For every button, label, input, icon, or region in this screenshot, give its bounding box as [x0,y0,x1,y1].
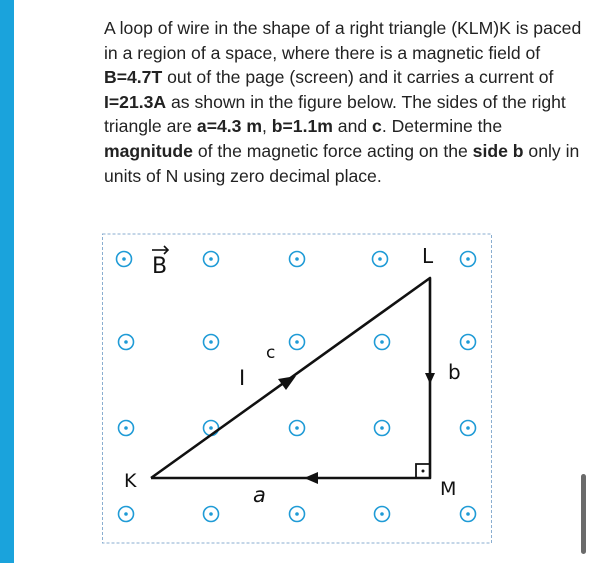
field-dot-center [380,426,384,430]
field-dot-center [209,426,213,430]
side-a-value: a=4.3 m [196,116,262,137]
side-b-emphasis: side b [472,140,524,161]
field-dot-center [380,340,384,344]
field-dot-center [466,426,470,430]
vertex-m-label: M [440,478,457,500]
side-b-value: b=1.1m [271,116,333,137]
side-c-label: c [266,343,276,363]
question-segment: of the magnetic force acting on the [192,140,473,161]
field-dot-center [295,512,299,516]
scrollbar-thumb[interactable] [581,474,586,554]
side-b-label: b [448,360,461,384]
question-segment: as shown in the figure below. The sides of the right triangle are [104,91,566,137]
field-dot-center [124,426,128,430]
field-dot-center [124,512,128,516]
field-dot-center [209,340,213,344]
question-segment: . Determine the [381,116,503,137]
field-dot-center [122,257,126,261]
question-segment: and [332,116,373,137]
question-text [104,16,582,188]
field-dots [117,252,476,522]
field-dot-center [295,426,299,430]
question-segment: out of the page (screen) and it carries a current of [162,67,554,88]
field-dot-center [295,257,299,261]
figure-canvas [102,233,493,545]
magnitude-emphasis: magnitude [104,140,193,161]
field-dot-center [124,340,128,344]
question-segment: A loop of wire in the shape of a right triangle (KLM)K is paced in a region of a space, where there is a magnetic field of [104,18,582,63]
current-label: I [239,366,246,390]
figure-border [103,234,492,543]
side-a-label: a [253,483,266,507]
field-dot-center [378,257,382,261]
field-dot-center [209,257,213,261]
vertex-k-label: K [124,470,137,492]
field-dot-center [466,257,470,261]
right-angle-dot [422,470,425,473]
field-dot-center [466,512,470,516]
current-value: I=21.3A [104,91,167,112]
current-arrow-side-a [304,472,318,484]
field-dot-center [295,340,299,344]
field-label: B [152,254,168,279]
field-value: B=4.7T [104,67,163,88]
field-dot-center [380,512,384,516]
left-accent-bar [0,0,14,563]
question-segment: only in units of N using zero decimal place. [104,140,580,186]
current-arrow-hypotenuse [278,376,296,390]
field-dot-center [209,512,213,516]
side-c-value: c [372,116,382,137]
triangle-figure [102,233,493,545]
question-segment: , [261,116,272,137]
vertex-l-label: L [422,244,434,268]
current-arrow-side-b [425,373,435,384]
field-dot-center [466,340,470,344]
